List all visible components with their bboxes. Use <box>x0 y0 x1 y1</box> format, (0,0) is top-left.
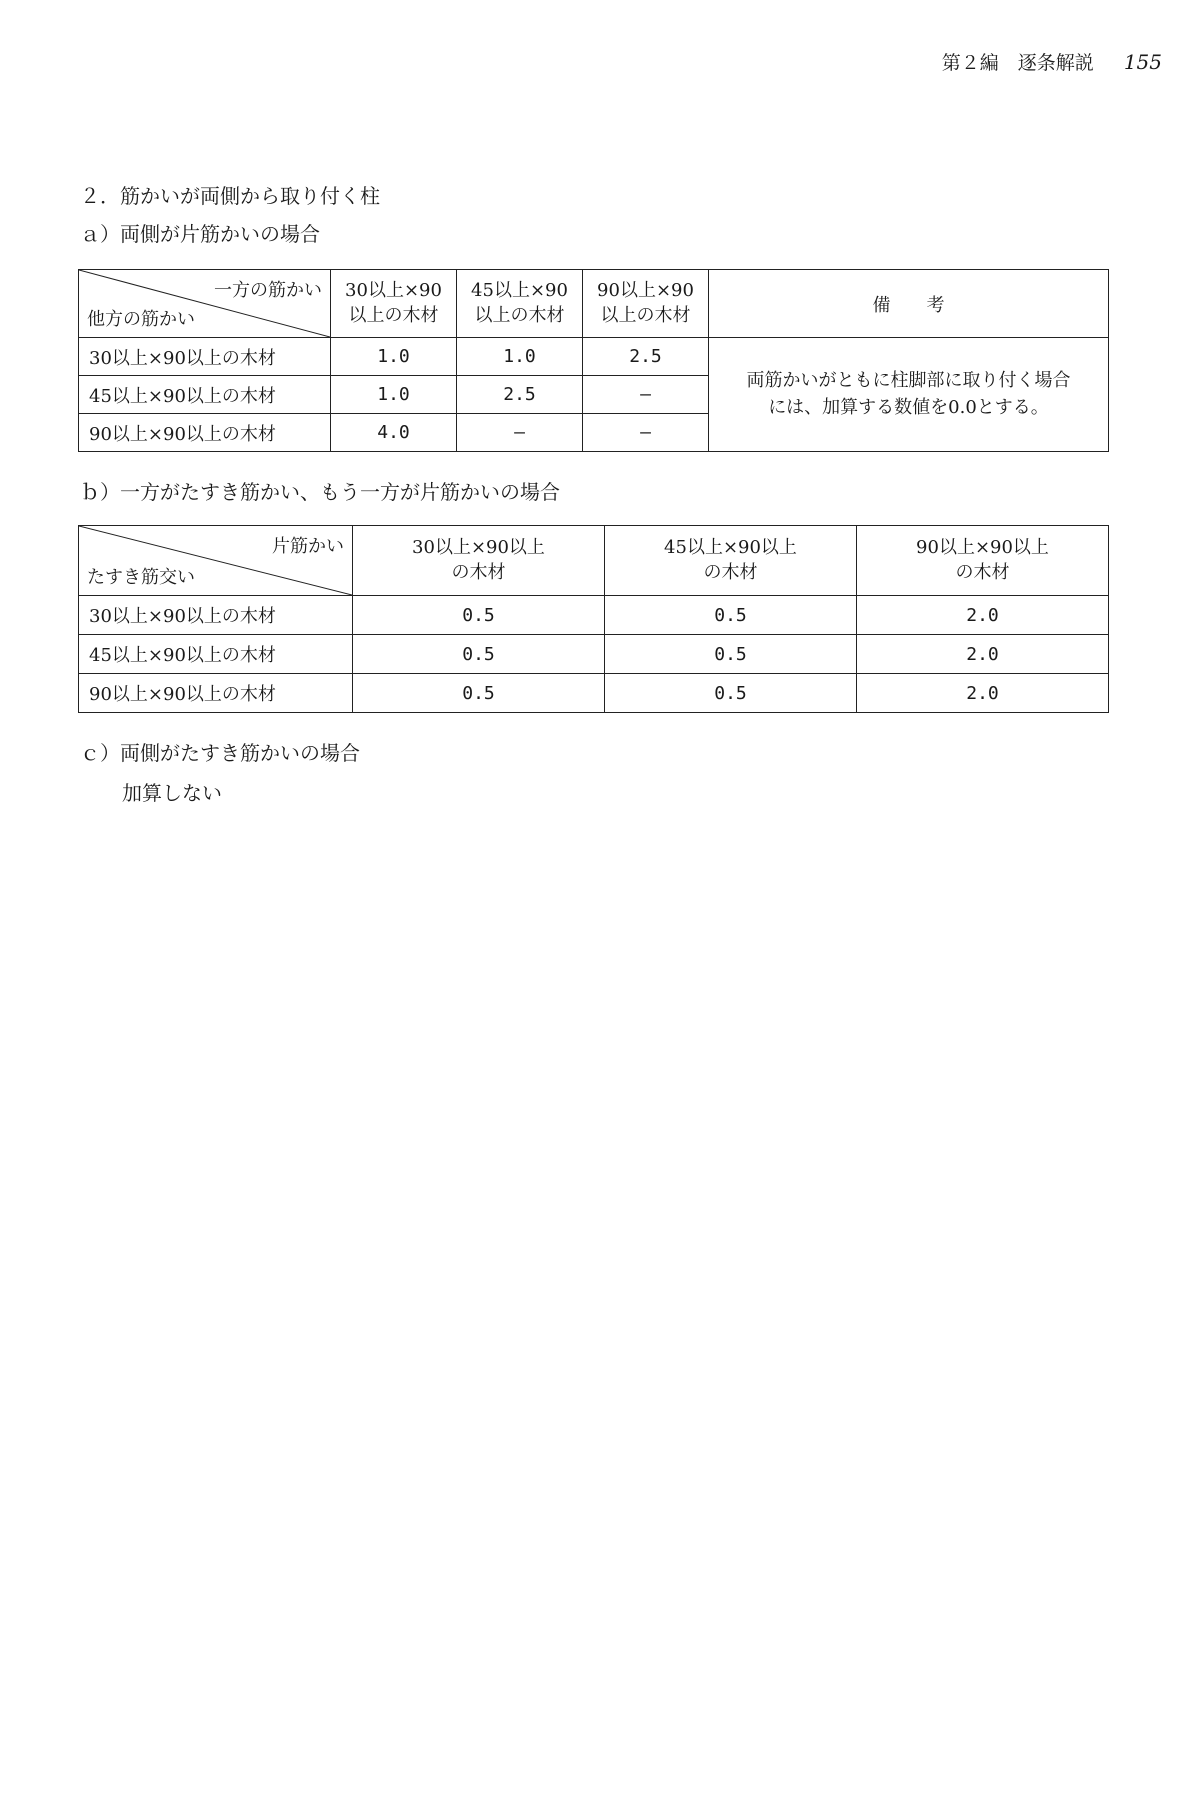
remarks-cell: 両筋かいがともに柱脚部に取り付く場合 には、加算する数値を0.0とする。 <box>709 338 1109 452</box>
table-cell: — <box>583 414 709 452</box>
table-cell: 1.0 <box>331 338 457 376</box>
table-cell: 0.5 <box>353 635 605 674</box>
subsection-a-title: ａ）両側が片筋かいの場合 <box>80 222 320 246</box>
subsection-b-title: ｂ）一方がたすき筋かい、もう一方が片筋かいの場合 <box>80 480 560 504</box>
row-label: 30以上×90以上の木材 <box>79 596 353 635</box>
table-b-corner-cell <box>79 526 353 596</box>
row-label: 90以上×90以上の木材 <box>79 674 353 713</box>
subsection-c-body: 加算しない <box>122 781 222 805</box>
table-cell: 0.5 <box>353 596 605 635</box>
table-a-col-header-1: 30以上×90 以上の木材 <box>331 270 457 338</box>
table-row <box>79 674 1109 713</box>
table-cell: 2.0 <box>857 596 1109 635</box>
table-cell: — <box>583 376 709 414</box>
table-cell: 2.5 <box>457 376 583 414</box>
table-b <box>78 525 1109 713</box>
table-b-col-header-1: 30以上×90以上 の木材 <box>353 526 605 596</box>
row-label: 90以上×90以上の木材 <box>79 414 331 452</box>
table-cell: 0.5 <box>605 674 857 713</box>
table-b-header-row <box>79 526 1109 596</box>
page-number: 155 <box>1123 50 1162 74</box>
corner-label-top: 一方の筋かい <box>214 280 322 301</box>
header-title: 第２編 逐条解説 <box>941 52 1094 74</box>
row-label: 45以上×90以上の木材 <box>79 635 353 674</box>
table-row <box>79 338 1109 376</box>
table-a <box>78 269 1109 452</box>
page-header <box>942 48 1162 75</box>
table-cell: 4.0 <box>331 414 457 452</box>
table-row <box>79 596 1109 635</box>
table-cell: 2.0 <box>857 635 1109 674</box>
table-cell: 1.0 <box>457 338 583 376</box>
table-b-col-header-2: 45以上×90以上 の木材 <box>605 526 857 596</box>
table-a-col-header-2: 45以上×90 以上の木材 <box>457 270 583 338</box>
table-cell: 2.0 <box>857 674 1109 713</box>
remarks-header: 備 考 <box>709 270 1109 338</box>
table-cell: 1.0 <box>331 376 457 414</box>
table-b-col-header-3: 90以上×90以上 の木材 <box>857 526 1109 596</box>
table-row <box>79 635 1109 674</box>
row-label: 30以上×90以上の木材 <box>79 338 331 376</box>
table-cell: 0.5 <box>605 635 857 674</box>
corner-label-bottom: 他方の筋かい <box>87 309 195 330</box>
section-title: ２．筋かいが両側から取り付く柱 <box>80 184 380 208</box>
table-cell: 2.5 <box>583 338 709 376</box>
row-label: 45以上×90以上の木材 <box>79 376 331 414</box>
subsection-c-title: ｃ）両側がたすき筋かいの場合 <box>80 741 360 765</box>
corner-label-top: 片筋かい <box>272 536 344 557</box>
table-cell: 0.5 <box>605 596 857 635</box>
table-a-corner-cell <box>79 270 331 338</box>
corner-label-bottom: たすき筋交い <box>87 567 195 588</box>
table-a-col-header-3: 90以上×90 以上の木材 <box>583 270 709 338</box>
table-a-header-row <box>79 270 1109 338</box>
table-cell: — <box>457 414 583 452</box>
table-cell: 0.5 <box>353 674 605 713</box>
